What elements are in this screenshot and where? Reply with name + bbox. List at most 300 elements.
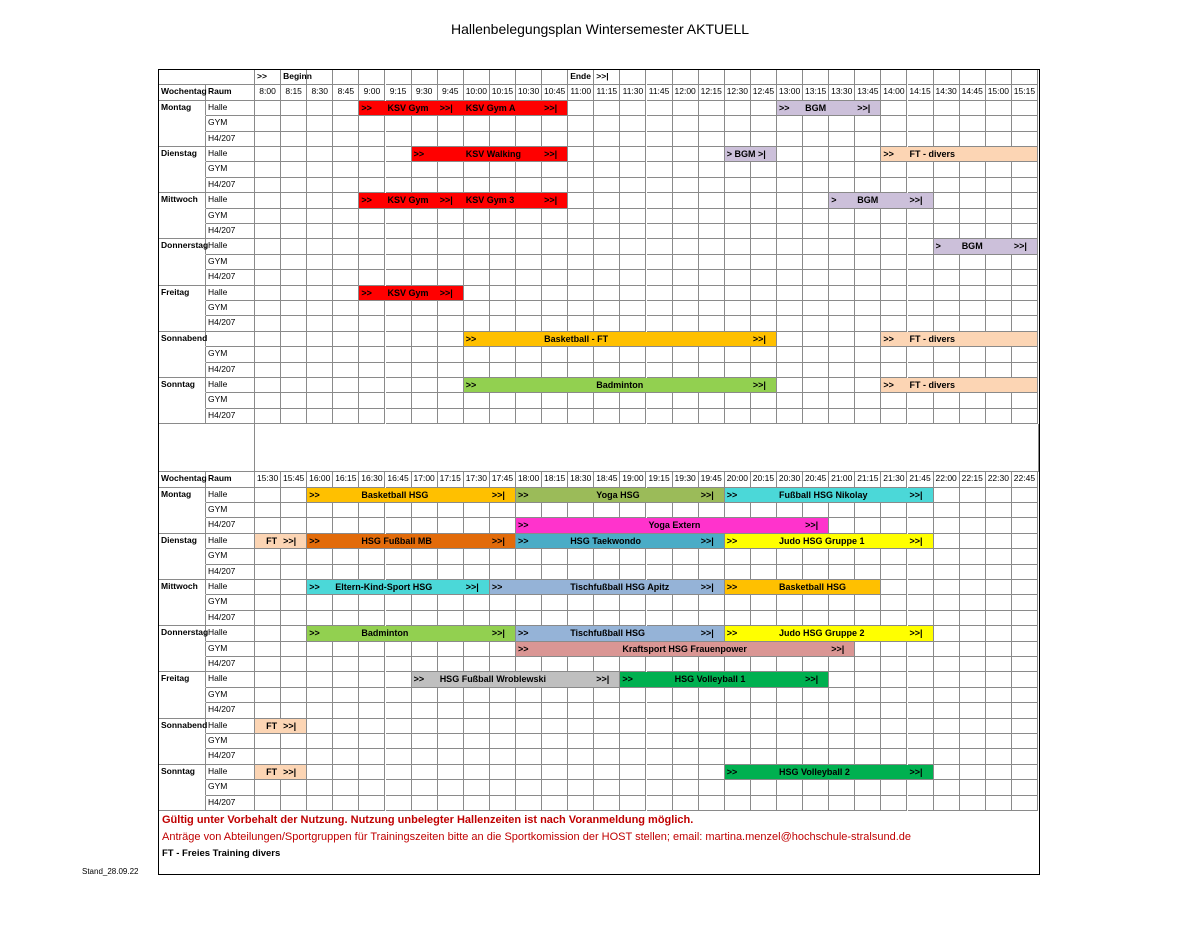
slot-cell [542,224,568,239]
slot-cell [568,657,594,672]
marker-cell: Beginn [281,70,307,85]
slot-cell [255,378,281,393]
slot-cell [934,765,960,780]
slot-cell [386,518,412,533]
booking-block [881,147,1038,162]
slot-cell [725,688,751,703]
slot-cell [438,780,464,795]
slot-cell [386,734,412,749]
slot-cell [516,393,542,408]
slot-cell [699,734,725,749]
slot-cell [568,611,594,626]
slot-cell [412,657,438,672]
slot-cell [777,116,803,131]
slot-cell [281,672,307,687]
slot-cell [934,780,960,795]
booking-block [307,580,490,595]
booking-label: FT - divers [909,149,955,159]
slot-cell [359,239,385,254]
room-cell: Halle [206,101,255,116]
slot-cell [542,363,568,378]
day-cell [159,224,206,239]
slot-cell [386,255,412,270]
slot-cell [673,178,699,193]
slot-cell [829,518,855,533]
slot-cell [281,301,307,316]
booking-block [255,719,307,734]
slot-cell [516,178,542,193]
booking-label: KSV Gym [387,287,429,298]
slot-cell [516,780,542,795]
slot-cell [960,611,986,626]
slot-cell [699,347,725,362]
slot-cell [620,316,646,331]
slot-cell [307,642,333,657]
day-cell [159,518,206,533]
slot-cell [438,347,464,362]
slot-cell [986,672,1012,687]
slot-cell [281,409,307,424]
room-cell: H4/207 [206,518,255,533]
marker-cell [908,70,934,85]
slot-cell [751,255,777,270]
marker-cell [934,70,960,85]
slot-cell [412,796,438,811]
slot-cell [516,363,542,378]
slot-cell [855,780,881,795]
slot-cell [412,765,438,780]
slot-cell [934,749,960,764]
slot-cell [333,657,359,672]
slot-cell [255,780,281,795]
room-cell: H4/207 [206,749,255,764]
day-cell: Dienstag [159,534,206,549]
slot-cell [594,116,620,131]
marker-corner [159,70,255,85]
time-header: 17:15 [438,472,464,487]
slot-cell [516,703,542,718]
slot-cell [281,642,307,657]
slot-cell [699,178,725,193]
booking-label: Tischfußball HSG [570,628,646,639]
slot-cell [620,270,646,285]
time-header: 11:15 [594,85,620,100]
slot-cell [281,347,307,362]
slot-cell [412,239,438,254]
slot-cell [594,549,620,564]
room-cell: Halle [206,147,255,162]
slot-cell [568,719,594,734]
booking-label: >>| [700,535,714,546]
slot-cell [281,688,307,703]
slot-cell [307,332,333,347]
slot-cell [960,796,986,811]
slot-cell [464,688,490,703]
slot-cell [751,316,777,331]
slot-cell [307,286,333,301]
slot-cell [751,796,777,811]
slot-cell [464,595,490,610]
slot-cell [1012,488,1038,503]
time-header: 15:45 [281,472,307,487]
slot-cell [490,703,516,718]
slot-cell [255,518,281,533]
slot-cell [1012,734,1038,749]
slot-cell [647,657,673,672]
slot-cell [359,116,385,131]
slot-cell [542,595,568,610]
slot-cell [908,301,934,316]
slot-cell [699,193,725,208]
slot-cell [412,347,438,362]
slot-cell [490,316,516,331]
slot-cell [1012,657,1038,672]
slot-cell [255,642,281,657]
slot-cell [620,734,646,749]
slot-cell [960,657,986,672]
slot-cell [333,209,359,224]
slot-cell [855,239,881,254]
day-cell: Montag [159,101,206,116]
slot-cell [986,255,1012,270]
time-header: 15:00 [986,85,1012,100]
slot-cell [464,409,490,424]
slot-cell [255,409,281,424]
booking-block [777,101,881,116]
day-cell [159,316,206,331]
slot-cell [516,270,542,285]
slot-cell [647,549,673,564]
slot-cell [673,688,699,703]
slot-cell [568,765,594,780]
booking-label: >> [518,643,529,654]
slot-cell [620,239,646,254]
slot-cell [542,657,568,672]
room-cell: GYM [206,255,255,270]
slot-cell [307,193,333,208]
slot-cell [594,409,620,424]
slot-cell [412,409,438,424]
day-cell [159,703,206,718]
slot-cell [1012,565,1038,580]
slot-cell [307,719,333,734]
slot-cell [594,286,620,301]
slot-cell [699,162,725,177]
room-cell: H4/207 [206,270,255,285]
slot-cell [490,657,516,672]
slot-cell [908,347,934,362]
slot-cell [673,611,699,626]
slot-cell [464,765,490,780]
slot-cell [594,132,620,147]
room-cell: GYM [206,642,255,657]
slot-cell [881,549,907,564]
slot-cell [934,688,960,703]
slot-cell [803,132,829,147]
slot-cell [699,409,725,424]
booking-label: >>| [805,674,819,685]
slot-cell [438,503,464,518]
slot-cell [855,409,881,424]
slot-cell [986,657,1012,672]
slot-cell [986,347,1012,362]
slot-cell [986,178,1012,193]
time-header: 19:30 [673,472,699,487]
slot-cell [438,116,464,131]
slot-cell [960,688,986,703]
slot-cell [386,301,412,316]
slot-cell [620,780,646,795]
slot-cell [490,642,516,657]
booking-label: >> [361,287,372,298]
slot-cell [647,703,673,718]
slot-cell [568,286,594,301]
slot-cell [803,703,829,718]
slot-cell [881,749,907,764]
slot-cell [751,657,777,672]
slot-cell [934,101,960,116]
slot-cell [307,147,333,162]
booking-block [725,580,882,595]
slot-cell [725,101,751,116]
slot-cell [255,657,281,672]
slot-cell [438,132,464,147]
slot-cell [255,224,281,239]
slot-cell [829,301,855,316]
slot-cell [281,178,307,193]
time-header: 13:15 [803,85,829,100]
slot-cell [699,657,725,672]
time-header: 16:15 [333,472,359,487]
slot-cell [986,393,1012,408]
slot-cell [673,657,699,672]
slot-cell [255,626,281,641]
slot-cell [777,796,803,811]
slot-cell [934,270,960,285]
slot-cell [960,301,986,316]
slot-cell [359,688,385,703]
slot-cell [1012,132,1038,147]
slot-cell [594,316,620,331]
slot-cell [1012,595,1038,610]
day-cell: Donnerstag [159,626,206,641]
slot-cell [542,393,568,408]
slot-cell [960,316,986,331]
slot-cell [1012,363,1038,378]
time-header: 19:15 [647,472,673,487]
slot-cell [594,255,620,270]
slot-cell [751,749,777,764]
time-header: 15:15 [1012,85,1038,100]
slot-cell [490,688,516,703]
slot-cell [934,503,960,518]
slot-cell [438,209,464,224]
slot-cell [281,549,307,564]
slot-cell [516,301,542,316]
slot-cell [386,796,412,811]
slot-cell [620,255,646,270]
slot-cell [490,132,516,147]
slot-cell [386,749,412,764]
time-header: 10:15 [490,85,516,100]
slot-cell [725,363,751,378]
slot-cell [281,101,307,116]
marker-cell [881,70,907,85]
slot-cell [281,255,307,270]
slot-cell [359,209,385,224]
slot-cell [516,688,542,703]
slot-cell [255,101,281,116]
slot-cell [777,734,803,749]
marker-cell [542,70,568,85]
slot-cell [881,688,907,703]
slot-cell [438,796,464,811]
slot-cell [934,642,960,657]
slot-cell [307,101,333,116]
time-header: 19:00 [620,472,646,487]
slot-cell [881,780,907,795]
slot-cell [725,316,751,331]
slot-cell [255,611,281,626]
booking-label: >>| [700,489,714,500]
slot-cell [673,719,699,734]
slot-cell [647,503,673,518]
slot-cell [986,688,1012,703]
slot-cell [751,209,777,224]
day-cell [159,796,206,811]
slot-cell [386,780,412,795]
slot-cell [855,178,881,193]
slot-cell [986,518,1012,533]
booking-label: FT [266,535,278,546]
booking-label: >>| [491,489,505,500]
slot-cell [386,565,412,580]
slot-cell [986,796,1012,811]
slot-cell [620,363,646,378]
slot-cell [359,178,385,193]
booking-label: Kraftsport HSG Frauenpower [622,643,747,654]
slot-cell [412,734,438,749]
time-header: 8:45 [333,85,359,100]
slot-cell [934,347,960,362]
marker-cell [464,70,490,85]
slot-cell [307,116,333,131]
slot-cell [542,116,568,131]
slot-cell [359,749,385,764]
slot-cell [1012,626,1038,641]
slot-cell [1012,719,1038,734]
slot-cell [960,672,986,687]
booking-block [934,239,1038,254]
slot-cell [829,332,855,347]
slot-cell [829,286,855,301]
slot-cell [725,224,751,239]
slot-cell [438,316,464,331]
marker-cell [516,70,542,85]
slot-cell [960,503,986,518]
slot-cell [960,703,986,718]
slot-cell [307,780,333,795]
slot-cell [516,116,542,131]
slot-cell [333,363,359,378]
slot-cell [464,565,490,580]
slot-cell [908,580,934,595]
slot-cell [333,378,359,393]
booking-label: >>| [544,102,558,113]
slot-cell [699,780,725,795]
slot-cell [255,193,281,208]
slot-cell [1012,611,1038,626]
slot-cell [333,316,359,331]
slot-cell [751,409,777,424]
slot-cell [803,409,829,424]
slot-cell [829,378,855,393]
slot-cell [829,703,855,718]
day-cell [159,503,206,518]
room-cell: GYM [206,549,255,564]
slot-cell [438,565,464,580]
slot-cell [386,178,412,193]
slot-cell [438,518,464,533]
slot-cell [255,301,281,316]
slot-cell [386,132,412,147]
booking-block [464,378,777,393]
slot-cell [594,178,620,193]
marker-cell [803,70,829,85]
slot-cell [255,178,281,193]
slot-cell [464,780,490,795]
slot-cell [647,101,673,116]
slot-cell [647,116,673,131]
room-cell: Halle [206,239,255,254]
time-header: 21:15 [855,472,881,487]
time-header: 17:30 [464,472,490,487]
time-header: 18:45 [594,472,620,487]
booking-label: > BGM >| [726,149,766,159]
slot-cell [673,749,699,764]
slot-cell [568,347,594,362]
slot-cell [255,595,281,610]
booking-block [359,101,568,116]
time-header: 20:30 [777,472,803,487]
slot-cell [620,657,646,672]
slot-cell [881,611,907,626]
slot-cell [725,116,751,131]
slot-cell [960,488,986,503]
slot-cell [986,316,1012,331]
slot-cell [490,765,516,780]
booking-label: Basketball - FT [544,333,609,344]
slot-cell [803,796,829,811]
booking-label: HSG Taekwondo [570,535,642,546]
booking-label: > [831,195,837,206]
room-cell: GYM [206,780,255,795]
slot-cell [542,347,568,362]
time-header: 15:30 [255,472,281,487]
marker-cell [699,70,725,85]
slot-cell [464,796,490,811]
slot-cell [829,734,855,749]
slot-cell [777,332,803,347]
day-cell: Mittwoch [159,580,206,595]
slot-cell [1012,162,1038,177]
marker-cell [960,70,986,85]
booking-block [829,193,933,208]
marker-cell [725,70,751,85]
booking-label: HSG Fußball Wroblewski [439,674,547,685]
booking-label: >>| [491,535,505,546]
slot-cell [359,765,385,780]
